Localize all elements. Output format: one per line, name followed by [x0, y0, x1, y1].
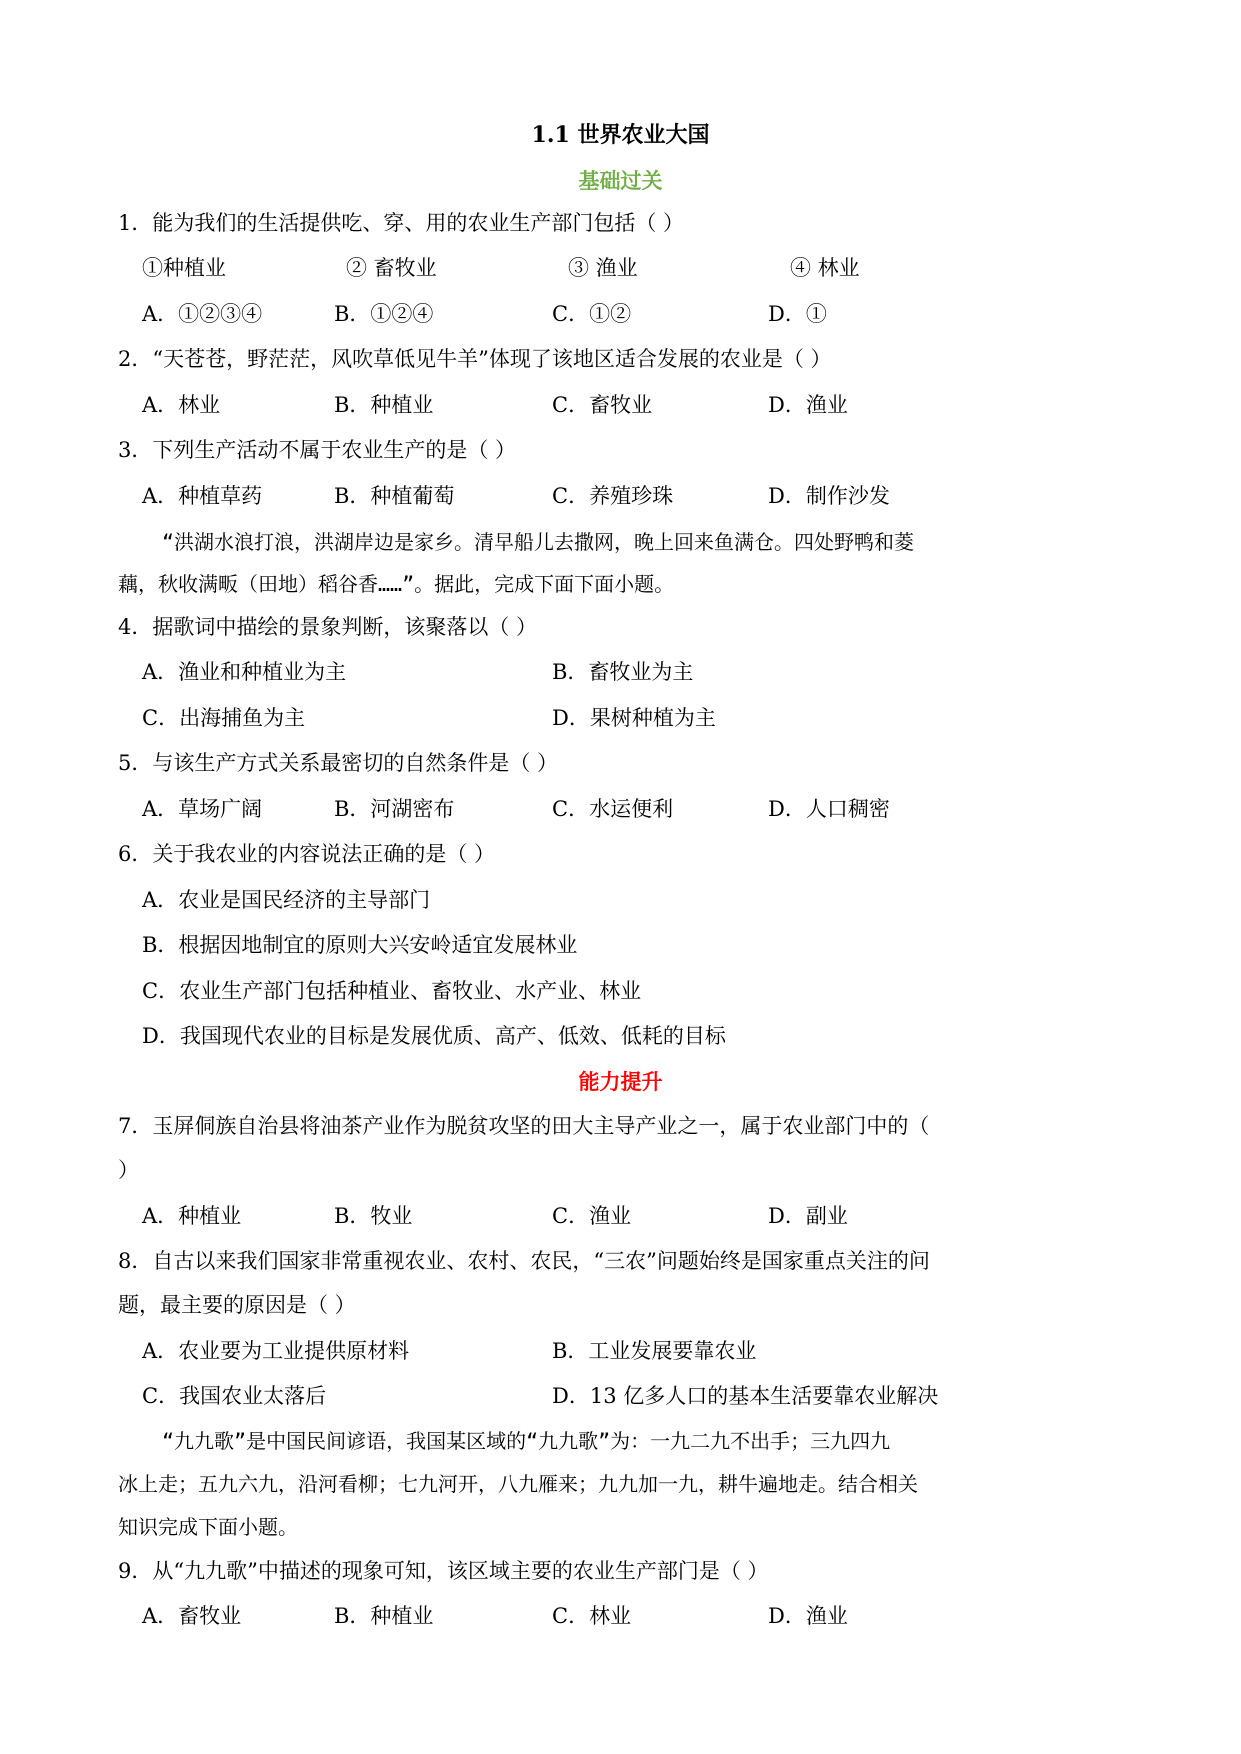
- question-4-option-c: C．出海捕鱼为主: [142, 706, 306, 730]
- question-8-option-b: B．工业发展要靠农业: [552, 1339, 757, 1363]
- question-1-item: ④ 林业: [790, 256, 860, 280]
- question-3-option-d: D．制作沙发: [768, 484, 890, 508]
- question-6-option-d: D．我国现代农业的目标是发展优质、高产、低效、低耗的目标: [142, 1024, 726, 1048]
- question-9-option-d: D．渔业: [768, 1604, 848, 1628]
- question-7-stem-continued: ）: [118, 1158, 139, 1182]
- question-3-option-c: C．养殖珍珠: [552, 484, 674, 508]
- question-5-option-a: A．草场广阔: [142, 797, 263, 821]
- question-4-option-d: D．果树种植为主: [552, 706, 716, 730]
- section-heading-ability: 能力提升: [578, 1069, 663, 1094]
- question-7-option-b: B．牧业: [334, 1204, 413, 1228]
- passage-1-line: “洪湖水浪打浪，洪湖岸边是家乡。清早船儿去撒网，晚上回来鱼满仓。四处野鸭和菱: [162, 530, 915, 554]
- question-6-option-c: C．农业生产部门包括种植业、畜牧业、水产业、林业: [142, 979, 642, 1003]
- passage-2-line: 知识完成下面小题。: [118, 1515, 298, 1539]
- question-8-option-c: C．我国农业太落后: [142, 1384, 327, 1408]
- passage-1-line: 藕，秋收满畈（田地）稻谷香……”。据此，完成下面下面小题。: [118, 572, 675, 596]
- question-7-option-a: A．种植业: [142, 1204, 242, 1228]
- question-3-stem: 3．下列生产活动不属于农业生产的是（ ）: [118, 438, 517, 462]
- question-2-option-b: B．种植业: [334, 393, 434, 417]
- question-1-option-d: D．①: [768, 302, 827, 326]
- question-9-stem: 9．从“九九歌”中描述的现象可知，该区域主要的农业生产部门是（ ）: [118, 1559, 769, 1583]
- question-2-option-c: C．畜牧业: [552, 393, 653, 417]
- question-3-option-a: A．种植草药: [142, 484, 263, 508]
- question-5-option-d: D．人口稠密: [768, 797, 890, 821]
- question-4-option-b: B．畜牧业为主: [552, 660, 694, 684]
- question-8-stem: 8．自古以来我们国家非常重视农业、农村、农民，“三农”问题始终是国家重点关注的问: [118, 1249, 930, 1273]
- question-2-stem: 2．“天苍苍，野茫茫，风吹草低见牛羊”体现了该地区适合发展的农业是（ ）: [118, 347, 832, 371]
- question-9-option-b: B．种植业: [334, 1604, 434, 1628]
- question-9-option-a: A．畜牧业: [142, 1604, 242, 1628]
- question-8-stem-continued: 题，最主要的原因是（ ）: [118, 1293, 356, 1317]
- question-6-option-b: B．根据因地制宜的原则大兴安岭适宜发展林业: [142, 933, 578, 957]
- question-5-option-b: B．河湖密布: [334, 797, 455, 821]
- question-6-option-a: A．农业是国民经济的主导部门: [142, 888, 431, 912]
- question-1-stem: 1．能为我们的生活提供吃、穿、用的农业生产部门包括（ ）: [118, 211, 685, 235]
- question-7-option-c: C．渔业: [552, 1204, 632, 1228]
- question-1-item: ③ 渔业: [568, 256, 638, 280]
- question-2-option-a: A．林业: [142, 393, 221, 417]
- question-1-option-a: A．①②③④: [142, 302, 263, 326]
- question-1-item: ② 畜牧业: [346, 256, 437, 280]
- question-7-option-d: D．副业: [768, 1204, 848, 1228]
- passage-2-line: “九九歌”是中国民间谚语，我国某区域的“九九歌”为：一九二九不出手；三九四九: [162, 1429, 891, 1453]
- question-7-stem: 7．玉屏侗族自治县将油茶产业作为脱贫攻坚的田大主导产业之一，属于农业部门中的（: [118, 1114, 930, 1138]
- question-5-option-c: C．水运便利: [552, 797, 674, 821]
- question-6-stem: 6．关于我农业的内容说法正确的是（ ）: [118, 842, 496, 866]
- question-9-option-c: C．林业: [552, 1604, 632, 1628]
- question-1-item: ①种植业: [142, 256, 226, 280]
- section-heading-basic: 基础过关: [578, 168, 663, 193]
- question-5-stem: 5．与该生产方式关系最密切的自然条件是（ ）: [118, 751, 559, 775]
- question-1-option-b: B．①②④: [334, 302, 434, 326]
- question-4-stem: 4．据歌词中描绘的景象判断，该聚落以（ ）: [118, 615, 538, 639]
- question-8-option-d: D．13 亿多人口的基本生活要靠农业解决: [552, 1384, 939, 1408]
- question-8-option-a: A．农业要为工业提供原材料: [142, 1339, 410, 1363]
- question-2-option-d: D．渔业: [768, 393, 848, 417]
- page-title: 1.1 世界农业大国: [531, 122, 710, 148]
- question-4-option-a: A．渔业和种植业为主: [142, 660, 347, 684]
- question-3-option-b: B．种植葡萄: [334, 484, 455, 508]
- passage-2-line: 冰上走；五九六九，沿河看柳；七九河开，八九雁来；九九加一九，耕牛遍地走。结合相关: [118, 1472, 918, 1496]
- question-1-option-c: C．①②: [552, 302, 632, 326]
